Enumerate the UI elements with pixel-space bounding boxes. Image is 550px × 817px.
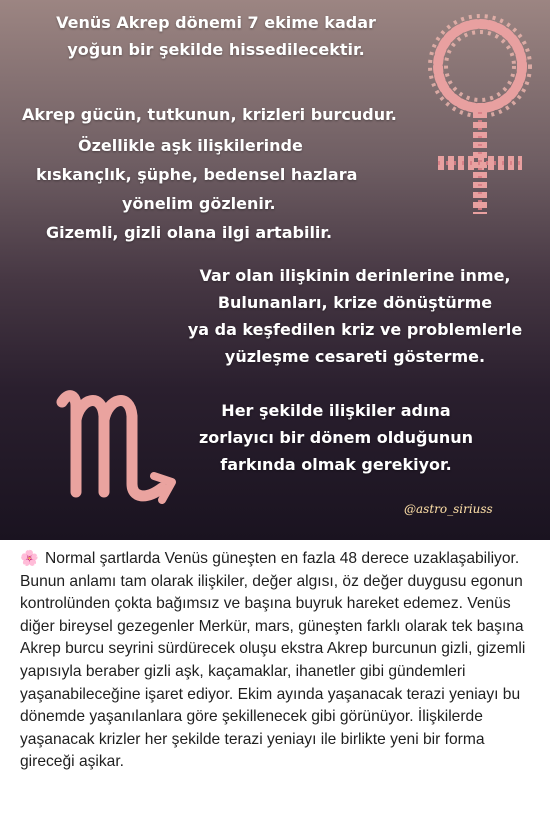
closing-line: Her şekilde ilişkiler adına [221,401,451,420]
caption-text: Normal şartlarda Venüs güneşten en fazla 48 derece uzaklaşabiliyor. Bunun anlamı tam olarak ilişkiler, değer algısı, öz değer duygusu egonun kontrolünden çokta bağımsız ve başına buyruk hareket edemez. Venüs diğer bireysel gezegenler Merkür, mars, güneşten farklı olarak tek başına Akrep burcu seyrini sürdürecek oluşu ekstra Akrep burcunun gizli, gizemli yapısıyla beraber gizli aşk, kaçamaklar, ihanetler gibi gündemleri yaşanabileceğine işaret ediyor. Ekim ayında yaşanacak terazi yeniayı bu dönemde yaşanılanlara göre şekillenecek gibi görünüyor. İlişkilerde yaşanacak krizler her şekilde terazi yeniayı ile birlikte yeni bir forma gireceği aşikar. [20,550,526,771]
closing-line: farkında olmak gerekiyor. [220,455,452,474]
traits-line: kıskançlık, şüphe, bedensel hazlara [36,165,358,184]
advice-line: yüzleşme cesareti gösterme. [224,347,486,366]
intro-line: Venüs Akrep dönemi 7 ekime kadar [56,13,376,32]
traits-line: yönelim gözlenir. [122,194,276,213]
scorpio-glyph-icon [50,372,180,522]
intro-text [36,9,396,63]
watermark-handle: @astro_siriuss [404,502,493,516]
advice-line: Var olan ilişkinin derinlerine inme, [199,266,511,285]
venus-symbol-icon [420,8,540,218]
cherry-blossom-icon: 🌸 [20,550,39,567]
closing-line: zorlayıcı bir dönem olduğunun [198,428,474,447]
traits-line: Akrep gücün, tutkunun, krizleri burcudur. [22,105,397,124]
advice-line: Bulunanları, krize dönüştürme [217,293,493,312]
advice-line: ya da keşfedilen kriz ve problemlerle [187,320,523,339]
intro-line: yoğun bir şekilde hissedilecektir. [67,40,365,59]
traits-line: Özellikle aşk ilişkilerinde [78,136,303,155]
post-caption [20,548,535,774]
traits-line: Gizemli, gizli olana ilgi artabilir. [46,223,333,242]
closing-text [186,397,486,478]
advice-text [170,262,540,370]
